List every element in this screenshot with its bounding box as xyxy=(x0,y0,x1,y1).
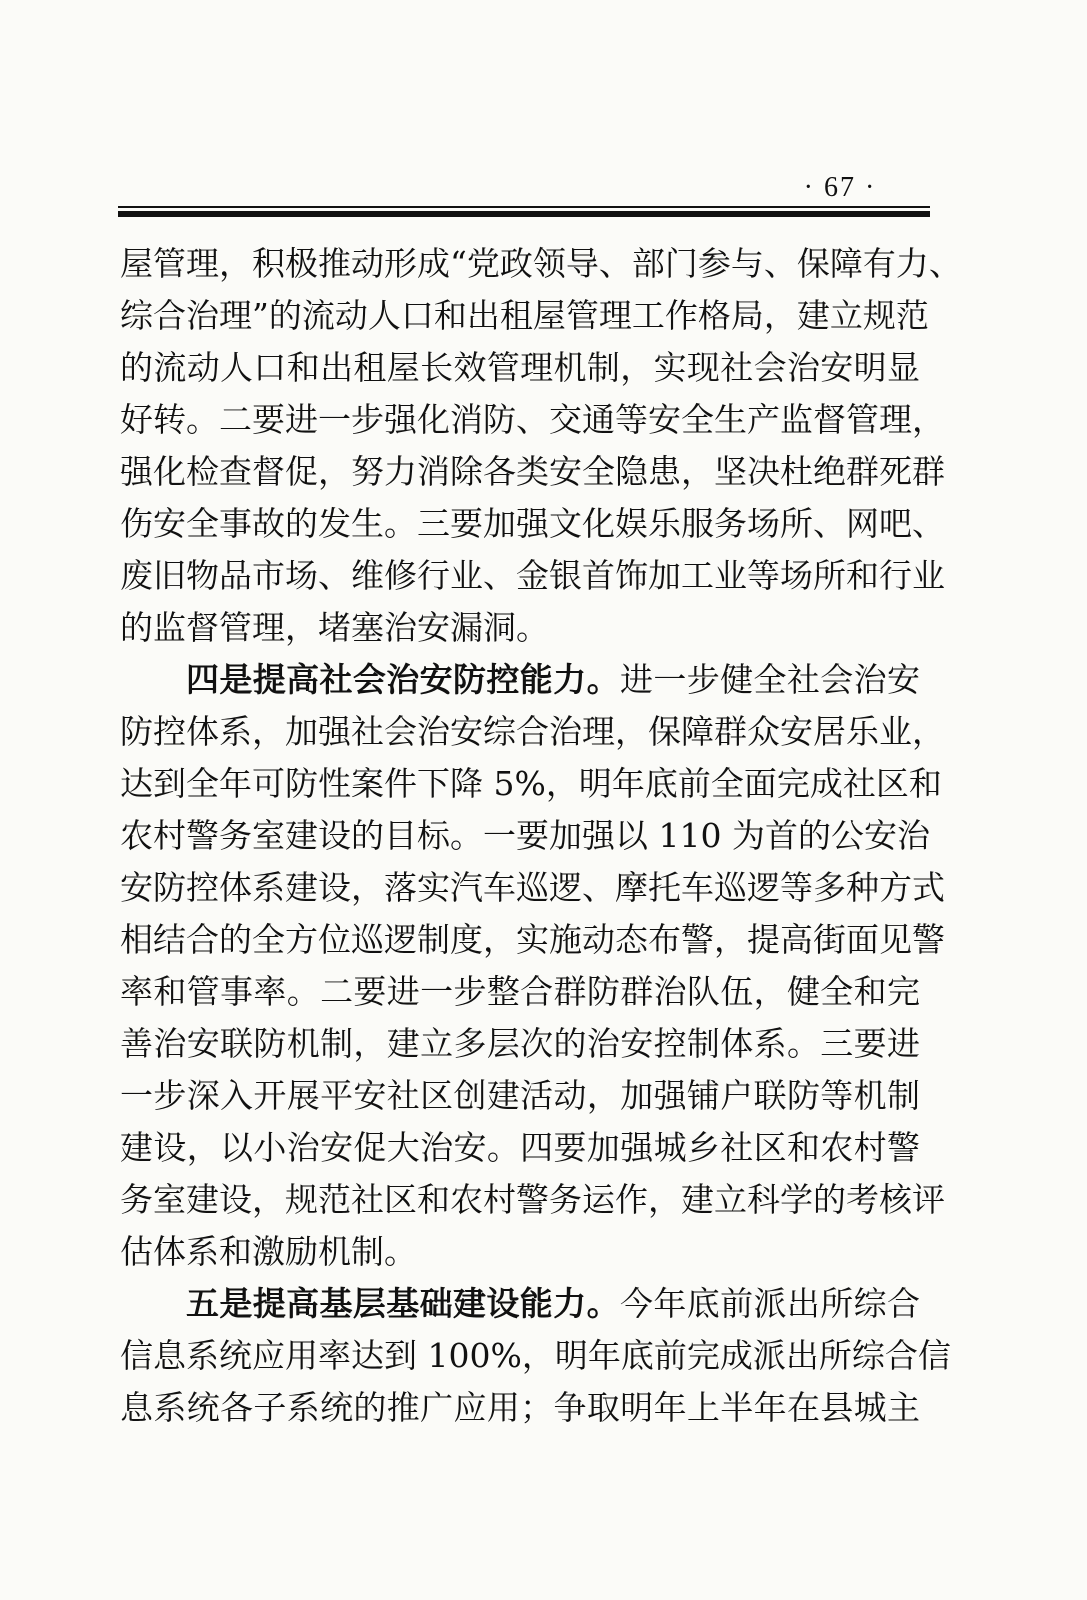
section-5-first-line-text: 今年底前派出所综合 xyxy=(619,1284,921,1323)
header-rule xyxy=(118,206,930,208)
header-rule-thick xyxy=(118,211,930,217)
text-line: 好转。二要进一步强化消防、交通等安全生产监督管理， xyxy=(120,400,945,439)
text-line: 相结合的全方位巡逻制度，实施动态布警，提高街面见警 xyxy=(120,920,945,959)
body-text xyxy=(120,238,962,1434)
text-line: 安防控体系建设，落实汽车巡逻、摩托车巡逻等多种方式 xyxy=(120,868,945,907)
text-line: 农村警务室建设的目标。一要加强以 110 为首的公安治 xyxy=(120,816,930,855)
text-line: 的流动人口和出租屋长效管理机制，实现社会治安明显 xyxy=(120,348,920,387)
section-5-first-line xyxy=(120,1278,920,1330)
text-line: 防控体系，加强社会治安综合治理，保障群众安居乐业， xyxy=(120,712,945,751)
text-line: 达到全年可防性案件下降 5%，明年底前全面完成社区和 xyxy=(120,764,942,803)
text-line: 屋管理，积极推动形成“党政领导、部门参与、保障有力、 xyxy=(120,244,962,283)
text-line: 善治安联防机制，建立多层次的治安控制体系。三要进 xyxy=(120,1024,920,1063)
section-5-heading: 五是提高基层基础建设能力。 xyxy=(186,1284,620,1323)
text-line: 综合治理”的流动人口和出租屋管理工作格局，建立规范 xyxy=(120,296,929,335)
section-4-first-line-text: 进一步健全社会治安 xyxy=(619,660,921,699)
page-number: · 67 · xyxy=(803,172,877,203)
section-4-first-line xyxy=(120,654,920,706)
section-4-heading: 四是提高社会治安防控能力。 xyxy=(186,660,620,699)
text-line: 估体系和激励机制。 xyxy=(120,1232,417,1271)
text-line: 息系统各子系统的推广应用；争取明年上半年在县城主 xyxy=(120,1388,920,1427)
text-line: 伤安全事故的发生。三要加强文化娱乐服务场所、网吧、 xyxy=(120,504,945,543)
text-line: 废旧物品市场、维修行业、金银首饰加工业等场所和行业 xyxy=(120,556,945,595)
text-line: 建设，以小治安促大治安。四要加强城乡社区和农村警 xyxy=(120,1128,920,1167)
text-line: 务室建设，规范社区和农村警务运作，建立科学的考核评 xyxy=(120,1180,945,1219)
text-line: 的监督管理，堵塞治安漏洞。 xyxy=(120,608,549,647)
text-line: 率和管事率。二要进一步整合群防群治队伍，健全和完 xyxy=(120,972,920,1011)
text-line: 强化检查督促，努力消除各类安全隐患，坚决杜绝群死群 xyxy=(120,452,945,491)
text-line: 一步深入开展平安社区创建活动，加强铺户联防等机制 xyxy=(120,1076,920,1115)
text-line: 信息系统应用率达到 100%，明年底前完成派出所综合信 xyxy=(120,1336,951,1375)
